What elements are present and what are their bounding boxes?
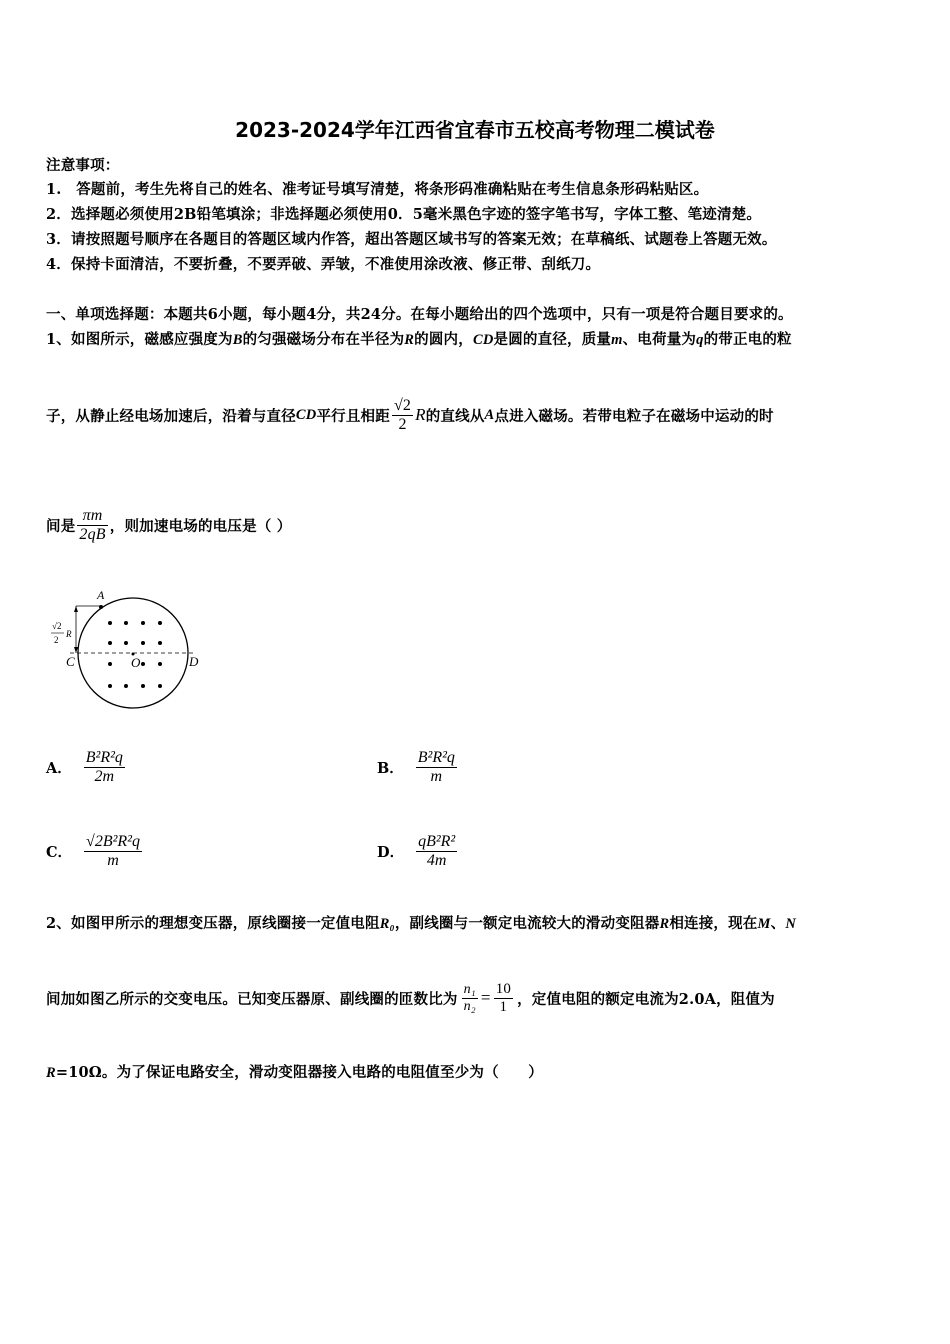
label-c: C [66, 654, 75, 669]
label-d: D [189, 654, 199, 669]
q2-line2: 间加如图乙所示的交变电压。已知变压器原、副线圈的匝数比为 $\frac{\text{n₁}}{\text{n₂}}$ = $\frac{10}{1}$ ，定值电阻的额定电流为2.0A，阻值为 [46, 980, 775, 1015]
notice-heading: 注意事项： [46, 157, 120, 174]
ratio-fraction: $\frac{\text{n₁}}{\text{n₂}}$ [463, 981, 476, 1014]
notice-item: 2．选择题必须使用2B铅笔填涂；非选择题必须使用0．5毫米黑色字迹的签字笔书写，字体工整、笔迹清楚。 [46, 206, 762, 223]
option-a[interactable]: A． $\frac{\text{B²R²q}}{2m}$ [46, 748, 123, 785]
notice-item: 1. 答题前，考生先将自己的姓名、准考证号填写清楚，将条形码准确粘贴在考生信息条形码粘贴区。 [46, 181, 709, 198]
option-b[interactable]: B． $\frac{\text{B²R²q}}{m}$ [377, 748, 455, 785]
notice-item: 4．保持卡面清洁，不要折叠，不要弄破、弄皱，不准使用涂改液、修正带、刮纸刀。 [46, 256, 601, 273]
option-d[interactable]: D． $\frac{\text{qB²R²}}{4m}$ [377, 832, 456, 869]
ratio-value: $\frac{10}{1}$ [495, 980, 512, 1015]
point-a [99, 605, 103, 609]
option-c[interactable]: C． $\frac{\text{√2B²R²q}}{m}$ [46, 832, 140, 869]
page-title: 2023-2024学年江西省宜春市五校高考物理二模试卷 [235, 118, 715, 142]
label-dist-den: 2 [54, 635, 59, 645]
q1-line3: 间是 $\frac{\pi m}{2qB}$ ，则加速电场的电压是（ ） [46, 506, 292, 543]
q2-line1: 2、如图甲所示的理想变压器，原线圈接一定值电阻R₀，副线圈与一额定电流较大的滑动变阻器R相连接，现在M、N [46, 915, 796, 932]
q1-line2: 子，从静止经电场加速后，沿着与直径 CD 平行且相距 $\frac{√2}{2}$ R 的直线从 A 点进入磁场。若带电粒子在磁场中运动的时 [46, 396, 774, 433]
label-dist-num: √2 [52, 621, 62, 631]
q1-line1: 1、如图所示，磁感应强度为B的匀强磁场分布在半径为R的圆内，CD是圆的直径，质量m、电荷量为q的带正电的粒 [46, 331, 792, 348]
section-heading: 一、单项选择题：本题共6小题，每小题4分，共24分。在每小题给出的四个选项中，只有一项是符合题目要求的。 [46, 306, 793, 323]
label-o: O [131, 655, 141, 670]
magnetic-field-figure [44, 585, 214, 715]
label-a: A [97, 588, 105, 602]
notice-item: 3．请按照题号顺序在各题目的答题区域内作答，超出答题区域书写的答案无效；在草稿纸、试题卷上答题无效。 [46, 231, 777, 248]
label-dist-r: R [66, 629, 72, 639]
q2-line3: R=10Ω。为了保证电路安全，滑动变阻器接入电路的电阻值至少为（ ） [46, 1064, 543, 1081]
distance-fraction: $\frac{√2}{2}$ [393, 396, 412, 433]
time-fraction: $\frac{\pi m}{2qB}$ [79, 506, 106, 543]
